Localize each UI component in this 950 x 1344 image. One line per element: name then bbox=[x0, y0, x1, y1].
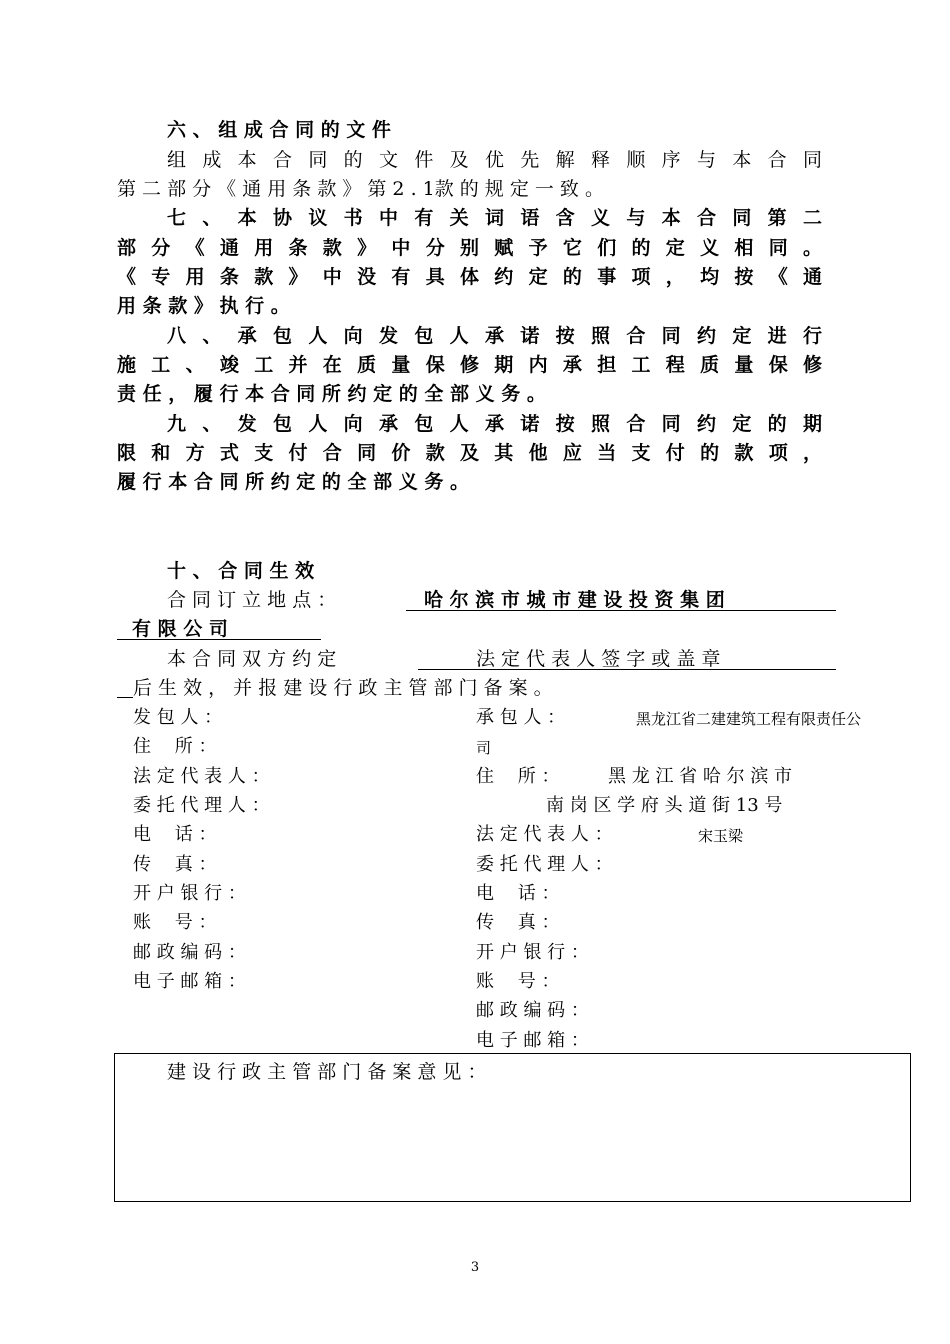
employer-legal-rep-label: 法 定 代 表 人 ： bbox=[133, 766, 270, 787]
section-6-heading: 六 、 组 成 合 同 的 文 件 bbox=[167, 119, 391, 141]
contractor-phone-label: 电 话 ： bbox=[476, 883, 560, 904]
signing-place-value-cont: 有 限 公 司 bbox=[117, 617, 321, 640]
contractor-address-cont: 南 岗 区 学 府 头 道 街 13 号 bbox=[546, 795, 783, 816]
section-6-line-1: 组 成 本 合 同 的 文 件 及 优 先 解 释 顺 序 与 本 合 同 bbox=[167, 149, 822, 171]
employer-agent-label: 委 托 代 理 人 ： bbox=[133, 795, 270, 816]
section-7-line-3: 《 专 用 条 款 》 中 没 有 具 体 约 定 的 事 项 ， 均 按 《 通 bbox=[117, 266, 822, 288]
section-9-line-3: 履 行 本 合 同 所 约 定 的 全 部 义 务 。 bbox=[117, 471, 469, 493]
agreement-condition: 法 定 代 表 人 签 字 或 盖 章 bbox=[418, 647, 836, 670]
section-10-heading: 十 、 合 同 生 效 bbox=[167, 560, 315, 582]
contractor-label: 承 包 人 ： bbox=[476, 707, 566, 728]
employer-label: 发 包 人 ： bbox=[133, 707, 223, 728]
contractor-name: 黑龙江省二建建筑工程有限责任公 bbox=[636, 710, 862, 728]
contractor-bank-label: 开 户 银 行 ： bbox=[476, 942, 589, 963]
contractor-legal-rep-label: 法 定 代 表 人 ： bbox=[476, 824, 613, 845]
signing-place-label: 合 同 订 立 地 点 ： bbox=[167, 589, 337, 611]
contractor-legal-rep-name: 宋玉梁 bbox=[698, 827, 744, 845]
employer-fax-label: 传 真 ： bbox=[133, 854, 217, 875]
signing-place-value: 哈 尔 滨 市 城 市 建 设 投 资 集 团 bbox=[406, 588, 836, 611]
employer-bank-label: 开 户 银 行 ： bbox=[133, 883, 246, 904]
section-7-line-4: 用 条 款 》 执 行 。 bbox=[117, 295, 290, 317]
employer-postcode-label: 邮 政 编 码 ： bbox=[133, 942, 246, 963]
agreement-label: 本 合 同 双 方 约 定 bbox=[167, 648, 337, 670]
section-8-line-2: 施 工 、 竣 工 并 在 质 量 保 修 期 内 承 担 工 程 质 量 保 修 bbox=[117, 354, 822, 376]
contractor-fax-label: 传 真 ： bbox=[476, 912, 560, 933]
contractor-account-label: 账 号 ： bbox=[476, 971, 560, 992]
section-6-line-2: 第 二 部 分 《 通 用 条 款 》 第 2 . 1款 的 规 定 一 致 。 bbox=[117, 178, 604, 200]
section-8-line-1: 八 、 承 包 人 向 发 包 人 承 诺 按 照 合 同 约 定 进 行 bbox=[167, 325, 822, 347]
contractor-postcode-label: 邮 政 编 码 ： bbox=[476, 1000, 589, 1021]
employer-address-label: 住 所 ： bbox=[133, 736, 217, 757]
page-number: 3 bbox=[470, 1260, 480, 1275]
employer-phone-label: 电 话 ： bbox=[133, 824, 217, 845]
section-8-line-3: 责 任 ， 履 行 本 合 同 所 约 定 的 全 部 义 务 。 bbox=[117, 383, 546, 405]
contractor-agent-label: 委 托 代 理 人 ： bbox=[476, 854, 613, 875]
contractor-name-cont: 司 bbox=[476, 739, 492, 757]
contractor-email-label: 电 子 邮 箱 ： bbox=[476, 1030, 589, 1051]
section-7-line-2: 部 分 《 通 用 条 款 》 中 分 别 赋 予 它 们 的 定 义 相 同 。 bbox=[117, 237, 822, 259]
contractor-address-label: 住 所 ： bbox=[476, 766, 560, 787]
section-9-line-2: 限 和 方 式 支 付 合 同 价 款 及 其 他 应 当 支 付 的 款 项 ， bbox=[117, 442, 822, 464]
employer-email-label: 电 子 邮 箱 ： bbox=[133, 971, 246, 992]
section-7-line-1: 七 、 本 协 议 书 中 有 关 词 语 含 义 与 本 合 同 第 二 bbox=[167, 207, 822, 229]
record-opinion-box bbox=[114, 1053, 911, 1202]
employer-account-label: 账 号 ： bbox=[133, 912, 217, 933]
underline-continuation bbox=[117, 676, 133, 698]
contractor-address: 黑 龙 江 省 哈 尔 滨 市 bbox=[608, 766, 793, 787]
record-opinion-label: 建 设 行 政 主 管 部 门 备 案 意 见 ： bbox=[167, 1061, 487, 1083]
section-9-line-1: 九 、 发 包 人 向 承 包 人 承 诺 按 照 合 同 约 定 的 期 bbox=[167, 413, 822, 435]
effect-text: 后 生 效 ， 并 报 建 设 行 政 主 管 部 门 备 案 。 bbox=[133, 677, 553, 699]
